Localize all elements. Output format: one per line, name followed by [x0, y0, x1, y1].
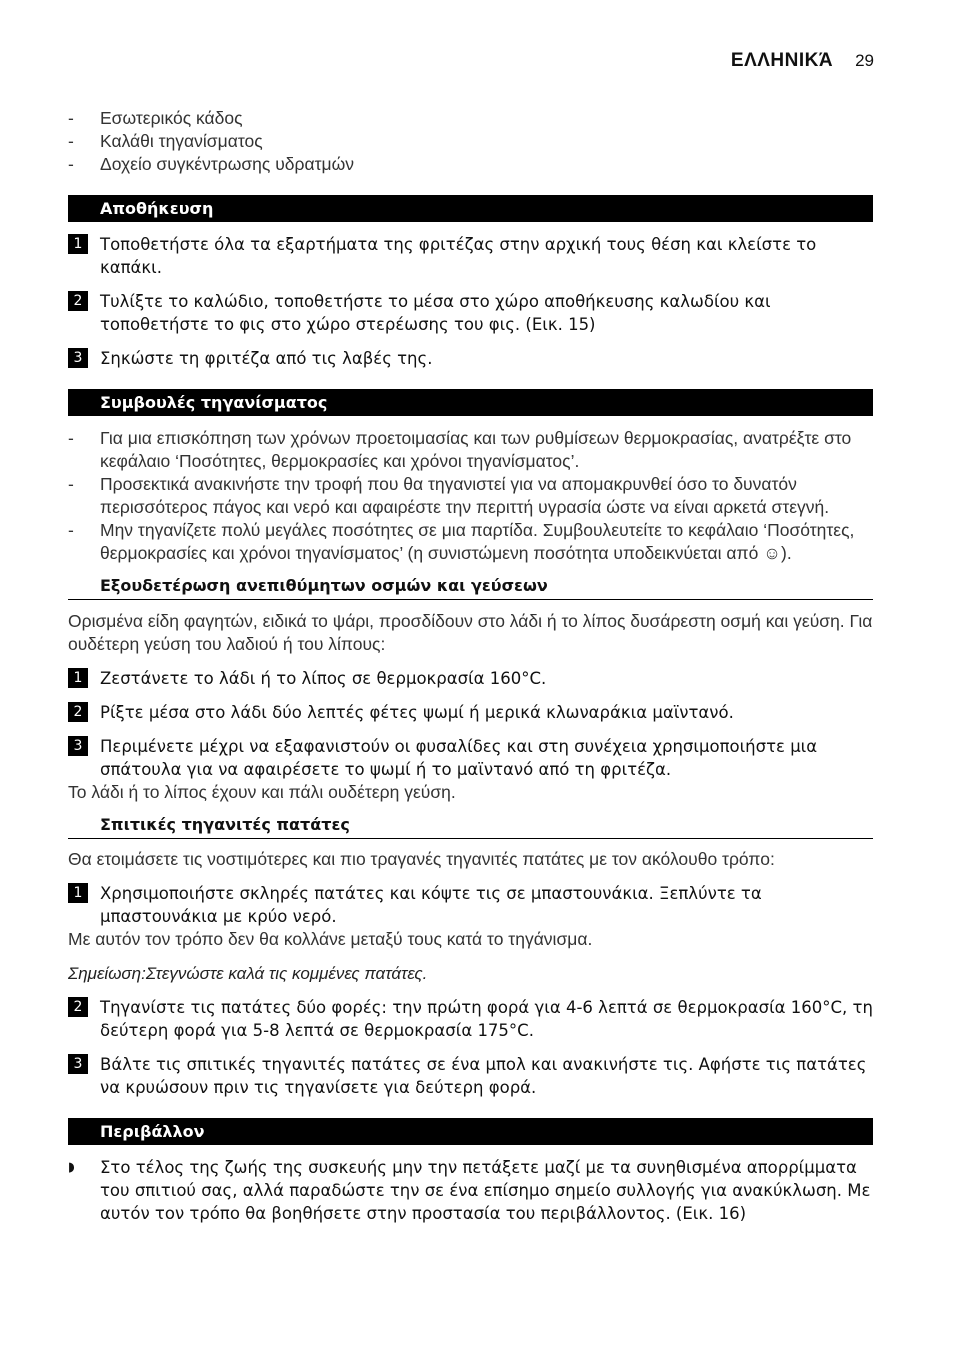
list-item: - Δοχείο συγκέντρωσης υδρατμών [68, 153, 873, 176]
list-item: - Προσεκτικά ανακινήστε την τροφή που θα τηγανιστεί για να απομακρυνθεί όσο το δυνατόν περισσότερος πάγος και νερό και αφαιρέστε την περιττή υγρασία ώστε να είναι αρκετά στεγνή. [68, 473, 873, 519]
page-header [731, 50, 874, 72]
step-text: Τυλίξτε το καλώδιο, τοποθετήστε το μέσα στο χώρο αποθήκευσης καλωδίου και τοποθετήστε το φις στο χώρο στερέωσης του φις. (Εικ. 15) [100, 292, 771, 334]
storage-step [68, 233, 873, 279]
parts-list [68, 107, 873, 176]
subsection-heading-fries: Σπιτικές τηγανιτές πατάτες [68, 814, 873, 839]
step-number: 2 [68, 291, 88, 311]
fries-step [68, 882, 873, 928]
step-text: Χρησιμοποιήστε σκληρές πατάτες και κόψτε τις σε μπαστουνάκια. Ξεπλύντε τα μπαστουνάκια με κρύο νερό. [100, 884, 762, 926]
bullet-icon: ◗ [68, 1160, 75, 1175]
tips-list [68, 427, 873, 565]
neutralize-intro: Ορισμένα είδη φαγητών, ειδικά το ψάρι, προσδίδουν στο λάδι ή το λίπος δυσάρεστη οσμή και γεύση. Για ουδέτερη γεύση του λαδιού ή του λίπους: [68, 611, 873, 654]
page-content [68, 107, 873, 1225]
step-text: Τοποθετήστε όλα τα εξαρτήματα της φριτέζας στην αρχική τους θέση και κλείστε το καπάκι. [100, 235, 817, 277]
step-text: Ζεστάνετε το λάδι ή το λίπος σε θερμοκρασία 160°C. [100, 669, 547, 688]
section-heading-environment: Περιβάλλον [68, 1118, 873, 1145]
step-text: Σηκώστε τη φριτέζα από τις λαβές της. [100, 349, 433, 368]
step-number: 3 [68, 1054, 88, 1074]
section-heading-tips: Συμβουλές τηγανίσματος [68, 389, 873, 416]
storage-step [68, 290, 873, 336]
storage-step [68, 347, 873, 370]
list-item: - Μην τηγανίζετε πολύ μεγάλες ποσότητες σε μια παρτίδα. Συμβουλευτείτε το κεφάλαιο ‘Ποσότητες, θερμοκρασίες και χρόνοι τηγανίσματος’ (η συνιστώμενη ποσότητα υποδεικνύεται από ☺). [68, 519, 873, 565]
environment-text: Στο τέλος της ζωής της συσκευής μην την πετάξετε μαζί με τα συνηθισμένα απορρίμματα του σπιτιού σας, αλλά παραδώστε την σε ένα επίσημο σημείο συλλογής για ανακύκλωση. Με αυτόν τον τρόπο θα βοηθήσετε στην προστασία του περιβάλλοντος. (Εικ. 16) [100, 1158, 871, 1223]
step-number: 1 [68, 234, 88, 254]
language-label: ΕΛΛΗΝΙΚΆ [730, 50, 834, 71]
environment-item [68, 1156, 873, 1225]
step-text: Τηγανίστε τις πατάτες δύο φορές: την πρώτη φορά για 4-6 λεπτά σε θερμοκρασία 160°C, τη δεύτερη φορά για 5-8 λεπτά σε θερμοκρασία 175°C. [100, 998, 873, 1040]
list-item: - Εσωτερικός κάδος [68, 107, 873, 130]
subsection-heading-neutralize: Εξουδετέρωση ανεπιθύμητων οσμών και γεύσεων [68, 575, 873, 600]
list-item: - Καλάθι τηγανίσματος [68, 130, 873, 153]
fries-intro: Θα ετοιμάσετε τις νοστιμότερες και πιο τραγανές τηγανιτές πατάτες με τον ακόλουθο τρόπο: [68, 849, 775, 869]
step-text: Περιμένετε μέχρι να εξαφανιστούν οι φυσαλίδες και στη συνέχεια χρησιμοποιήστε μια σπάτουλα για να αφαιρέσετε το ψωμί ή το μαϊντανό από τη φριτέζα. [100, 737, 818, 779]
step-number: 2 [68, 702, 88, 722]
step-text: Ρίξτε μέσα στο λάδι δύο λεπτές φέτες ψωμί ή μερικά κλωναράκια μαϊντανό. [100, 703, 734, 722]
fries-step-result: Με αυτόν τον τρόπο δεν θα κολλάνε μεταξύ τους κατά το τηγάνισμα. [68, 929, 593, 949]
fries-step [68, 1053, 873, 1099]
section-heading-storage: Αποθήκευση [68, 195, 873, 222]
step-number: 3 [68, 736, 88, 756]
neutralize-step [68, 701, 873, 724]
list-item: - Για μια επισκόπηση των χρόνων προετοιμασίας και των ρυθμίσεων θερμοκρασίας, ανατρέξτε στο κεφάλαιο ‘Ποσότητες, θερμοκρασίες και χρόνοι τηγανίσματος’. [68, 427, 873, 473]
fries-note [68, 962, 873, 985]
neutralize-result: Το λάδι ή το λίπος έχουν και πάλι ουδέτερη γεύση. [68, 782, 456, 802]
note-label: Σημείωση: [68, 964, 146, 983]
step-number: 3 [68, 348, 88, 368]
note-text: Στεγνώστε καλά τις κομμένες πατάτες. [145, 964, 428, 983]
step-number: 1 [68, 668, 88, 688]
neutralize-step [68, 667, 873, 690]
neutralize-step [68, 735, 873, 781]
fries-step [68, 996, 873, 1042]
page-number: 29 [855, 51, 874, 70]
step-number: 1 [68, 883, 88, 903]
step-number: 2 [68, 997, 88, 1017]
step-text: Βάλτε τις σπιτικές τηγανιτές πατάτες σε ένα μπολ και ανακινήστε τις. Αφήστε τις πατάτες να κρυώσουν πριν τις τηγανίσετε για δεύτερη φορά. [100, 1055, 867, 1097]
